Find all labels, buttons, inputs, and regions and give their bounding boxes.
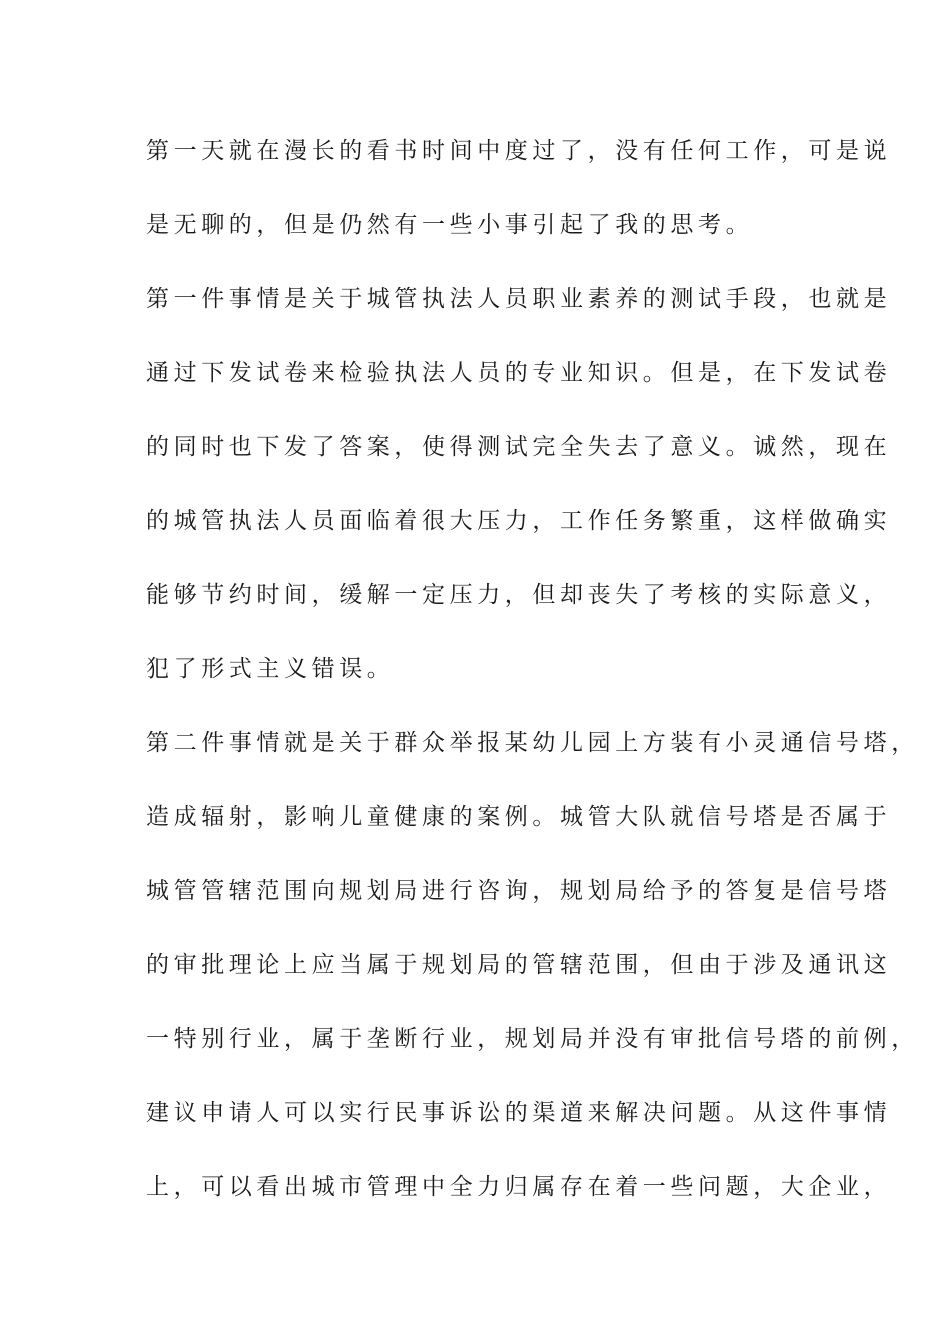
text-line: 第二件事情就是关于群众举报某幼儿园上方装有小灵通信号塔， xyxy=(146,730,919,756)
text-line: 是无聊的，但是仍然有一些小事引起了我的思考。 xyxy=(146,212,754,238)
text-line: 上，可以看出城市管理中全力归属存在着一些问题，大企业， xyxy=(146,1174,892,1200)
text-line: 一特别行业，属于垄断行业，规划局并没有审批信号塔的前例， xyxy=(146,1026,919,1052)
text-line: 建议申请人可以实行民事诉讼的渠道来解决问题。从这件事情 xyxy=(146,1100,892,1126)
text-line: 造成辐射，影响儿童健康的案例。城管大队就信号塔是否属于 xyxy=(146,804,892,830)
text-line: 的同时也下发了答案，使得测试完全失去了意义。诚然，现在 xyxy=(146,434,892,460)
text-line: 能够节约时间，缓解一定压力，但却丧失了考核的实际意义， xyxy=(146,582,892,608)
text-line: 犯了形式主义错误。 xyxy=(146,656,395,682)
text-line: 的审批理论上应当属于规划局的管辖范围，但由于涉及通讯这 xyxy=(146,952,892,978)
text-line: 的城管执法人员面临着很大压力，工作任务繁重，这样做确实 xyxy=(146,508,892,534)
text-line: 通过下发试卷来检验执法人员的专业知识。但是，在下发试卷 xyxy=(146,360,892,386)
text-line: 第一天就在漫长的看书时间中度过了，没有任何工作，可是说 xyxy=(146,138,892,164)
text-line: 城管管辖范围向规划局进行咨询，规划局给予的答复是信号塔 xyxy=(146,878,892,904)
text-line: 第一件事情是关于城管执法人员职业素养的测试手段，也就是 xyxy=(146,286,892,312)
